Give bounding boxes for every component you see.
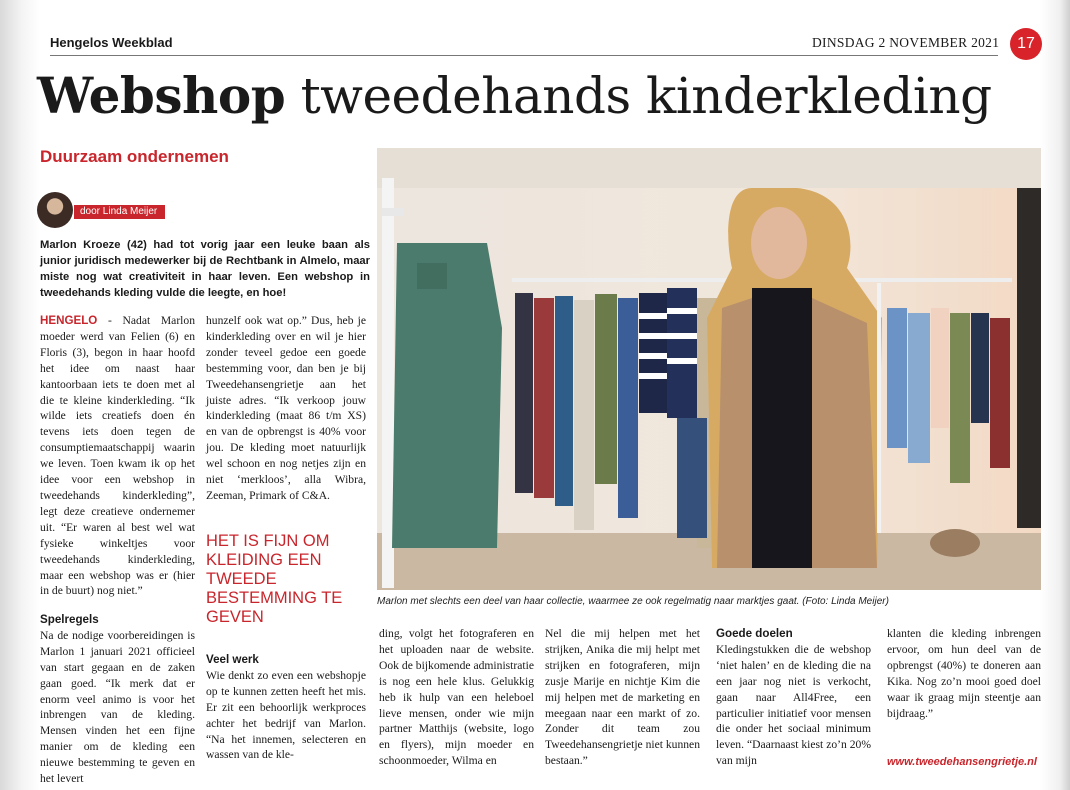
column-4: Nel die mij helpen met het strijken, Anika die mij helpt met strijken en fotograferen, mijn zusje Marije en nichtje Kim die mij helpen met de marketing en meegaan naar een markt of zo. Zonder dit team zou Tweedehansengrietje niet kunnen bestaan.” <box>545 627 700 768</box>
column-3: ding, volgt het fotograferen en het uploaden naar de website. Ook de bijkomende administratie is nog een hele klus. Gelukkig heb ik hulp van een heleboel lieve mensen, onder wie mijn partner Matthijs (website, logo en flyers), mijn moeder en schoonmoeder, Wilma en <box>379 627 534 768</box>
dateline-location: HENGELO <box>40 314 98 327</box>
page-number-badge: 17 <box>1010 28 1042 60</box>
headline-light: tweedehands kinderkleding <box>300 67 992 125</box>
article-photo <box>377 148 1041 590</box>
subheading-goede-doelen: Goede doelen <box>716 627 793 640</box>
subheading-spelregels: Spelregels <box>40 613 99 626</box>
photo-illustration <box>377 148 1041 590</box>
headline <box>37 65 992 127</box>
column-1-section <box>40 612 195 787</box>
column-5-text: Kledingstukken die de webshop ‘niet halen’ en de kleding die na een jaar nog niet is verkocht, gaan naar All4Free, een particulier initiatief voor mensen die onder het sociaal minimum leven. “Daarnaast kiest zo’n 20% van mijn <box>716 642 871 768</box>
newspaper-name: Hengelos Weekblad <box>50 35 173 50</box>
website-link[interactable]: www.tweedehansengrietje.nl <box>887 756 1037 768</box>
subheading-veel-werk: Veel werk <box>206 653 259 666</box>
column-6: klanten die kleding inbrengen ervoor, om hun deel van de opbrengst (40%) te doneren aan Kika. Nog zo’n mooi goed doel waar ik graag mijn steentje aan bijdraag.” <box>887 627 1041 720</box>
photo-caption: Marlon met slechts een deel van haar collectie, waarmee ze ook regelmatig naar marktjes gaat. (Foto: Linda Meijer) <box>377 596 889 607</box>
author-avatar <box>37 192 73 228</box>
column-1 <box>40 313 195 599</box>
kicker: Duurzaam ondernemen <box>40 147 229 166</box>
pull-quote: HET IS FIJN OM KLEIDING EEN TWEEDE BESTEMMING TE GEVEN <box>206 532 343 626</box>
column-1-text: - Nadat Marlon moeder werd van Felien (6) en Floris (3), begon in haar hoofd het idee om naast haar kantoorbaan iets te doen met al die te kleine kinderkleding. “Ik wilde iets creatiefs doen én tevens iets doen tegen de consumptiemaatschappij waarin we leven. Toen kwam ik op het idee voor een webshop in tweedehands kinderkleding”, legt deze creatieve ondernemer uit. “Er waren al best wel wat fysieke winkeltjes voor tweedehands kinderkleding, maar een webshop was er (hier in de buurt) nog niet.” <box>40 314 195 598</box>
issue-date: DINSDAG 2 NOVEMBER 2021 <box>812 35 1000 50</box>
column-2-section <box>206 652 366 763</box>
byline: door Linda Meijer <box>74 205 165 219</box>
column-2-section-text: Wie denkt zo even een webshopje op te kunnen zetten heeft het mis. Er zit een behoorlijk werkproces achter het bedrijf van Marlon. “Na het innemen, selecteren en wassen van de kle- <box>206 668 366 762</box>
column-2: hunzelf ook wat op.” Dus, heb je kinderkleding over en wil je hier zonder teveel gedoe een goede bestemming voor, dan ben je bij Tweedehansengrietje aan het juiste adres. “Ik verkoop jouw kinderkleding (maat 86 t/m XS) en van de opbrengst is 40% voor jou. De kleding moet natuurlijk wel schoon en nog netjes zijn en niet ‘merkloos’, alla Wibra, Zeeman, Primark of C&A. <box>206 314 366 502</box>
column-5 <box>716 626 871 769</box>
intro-paragraph: Marlon Kroeze (42) had tot vorig jaar een leuke baan als junior juridisch medewerker bij de Rechtbank in Almelo, maar miste nog wat creativiteit in haar leven. Een webshop in tweedehands kleding vulde die leegte, en hoe! <box>40 239 370 299</box>
column-1-section-text: Na de nodige voorbereidingen is Marlon 1 januari 2021 officieel van start gegaan en de zaken gaan goed. “Ik merk dat er enorm veel animo is voor het inbrengen van de kleding. Mensen vinden het een fijne manier om de kleding een nieuwe bestemming te geven en het levert <box>40 628 195 786</box>
headline-bold: Webshop <box>37 66 286 125</box>
masthead-rule <box>50 55 998 56</box>
